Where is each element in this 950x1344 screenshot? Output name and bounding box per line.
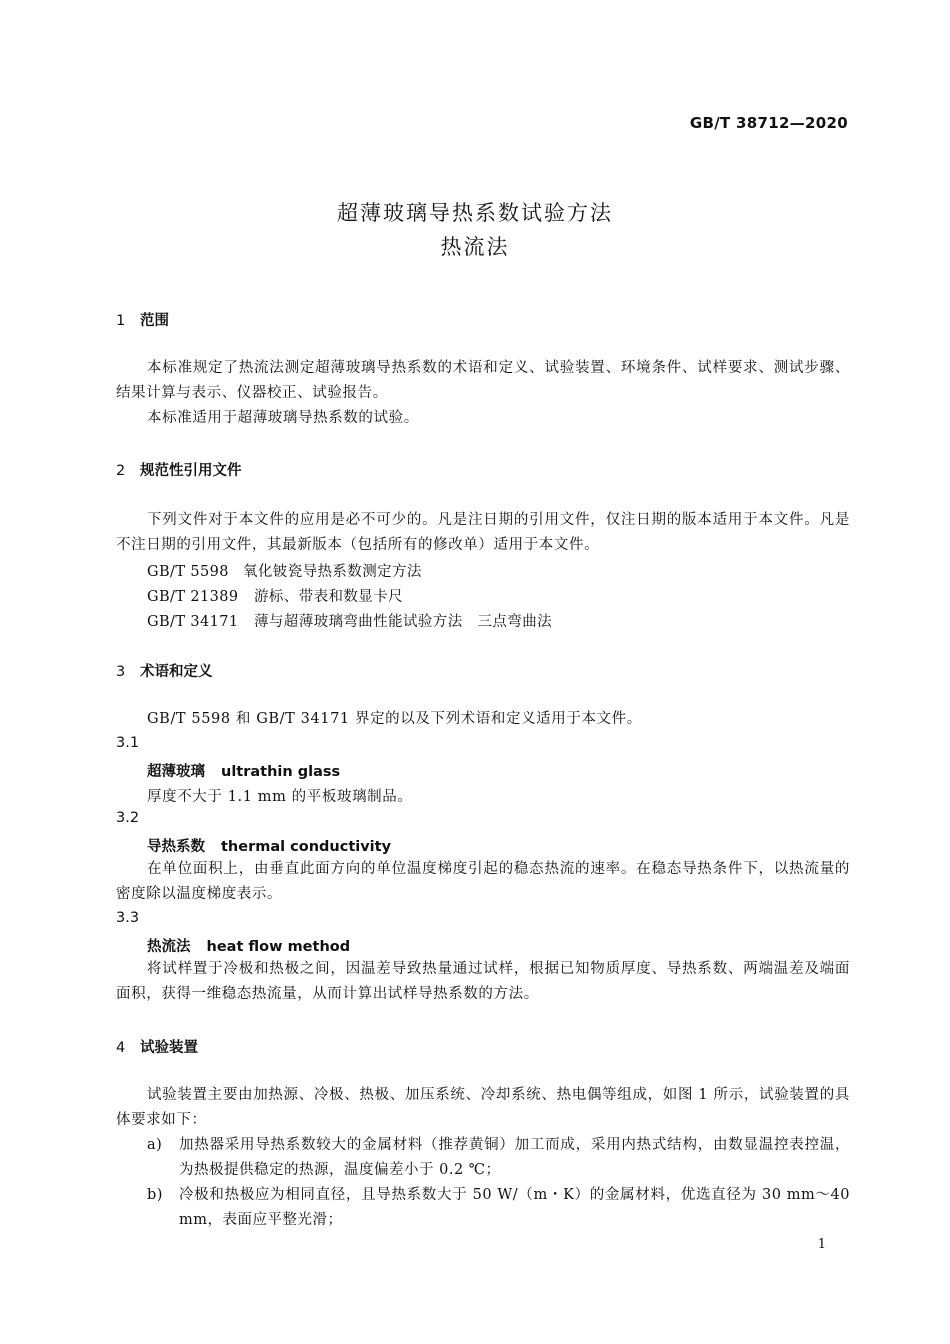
section-number: 3 — [116, 664, 126, 680]
reference-code: GB/T 21389 — [147, 589, 239, 605]
list-marker: a) — [147, 1137, 163, 1153]
reference-item — [147, 610, 552, 631]
reference-item — [147, 585, 403, 606]
term-definition: 将试样置于冷极和热极之间，因温差导致热量通过试样，根据已知物质厚度、导热系数、两端温差及端面面积，获得一维稳态热流量，从而计算出试样导热系数的方法。 — [116, 961, 850, 1002]
section-number: 2 — [116, 463, 126, 479]
term-heading — [147, 935, 350, 956]
term-en: ultrathin glass — [221, 764, 341, 780]
reference-code: GB/T 34171 — [147, 614, 239, 630]
document-title: 超薄玻璃导热系数试验方法 — [337, 201, 613, 225]
term-definition: 在单位面积上，由垂直此面方向的单位温度梯度引起的稳态热流的速率。在稳态导热条件下，以热流量的密度除以温度梯度表示。 — [116, 861, 850, 902]
paragraph: 下列文件对于本文件的应用是必不可少的。凡是注日期的引用文件，仅注日期的版本适用于本文件。凡是不注日期的引用文件，其最新版本（包括所有的修改单）适用于本文件。 — [116, 512, 850, 553]
list-item-text: 加热器采用导热系数较大的金属材料（推荐黄铜）加工而成，采用内热式结构，由数显温控表控温，为热极提供稳定的热源，温度偏差小于 0.2 ℃； — [179, 1137, 850, 1178]
term-number: 3.3 — [116, 910, 140, 926]
paragraph: 本标准规定了热流法测定超薄玻璃导热系数的术语和定义、试验装置、环境条件、试样要求、测试步骤、结果计算与表示、仪器校正、试验报告。 — [116, 360, 850, 401]
reference-title: 氧化铍瓷导热系数测定方法 — [243, 564, 422, 580]
section-title: 范围 — [140, 313, 169, 329]
page-number: 1 — [817, 1237, 826, 1252]
term-definition: 厚度不大于 1.1 mm 的平板玻璃制品。 — [147, 789, 413, 805]
section-title: 术语和定义 — [140, 664, 213, 680]
reference-title: 薄与超薄玻璃弯曲性能试验方法 三点弯曲法 — [254, 614, 552, 630]
section-title: 试验装置 — [140, 1040, 198, 1056]
document-subtitle: 热流法 — [440, 235, 510, 259]
section-number: 4 — [116, 1040, 126, 1056]
reference-title: 游标、带表和数显卡尺 — [254, 589, 403, 605]
term-heading — [147, 835, 391, 856]
term-en: heat flow method — [206, 939, 351, 955]
paragraph: 试验装置主要由加热源、冷极、热极、加压系统、冷却系统、热电偶等组成，如图 1 所示，试验装置的具体要求如下： — [116, 1087, 850, 1128]
list-marker: b) — [147, 1187, 163, 1203]
term-heading — [147, 760, 340, 781]
term-en: thermal conductivity — [221, 839, 392, 855]
section-heading-scope — [116, 309, 169, 330]
paragraph: GB/T 5598 和 GB/T 34171 界定的以及下列术语和定义适用于本文件。 — [147, 711, 642, 727]
section-heading-apparatus — [116, 1036, 198, 1057]
term-number: 3.1 — [116, 735, 140, 751]
paragraph: 本标准适用于超薄玻璃导热系数的试验。 — [147, 410, 419, 426]
section-heading-normative-references — [116, 459, 242, 480]
reference-code: GB/T 5598 — [147, 564, 229, 580]
section-number: 1 — [116, 313, 126, 329]
term-number: 3.2 — [116, 810, 140, 826]
term-cn: 超薄玻璃 — [147, 764, 205, 780]
list-item-text: 冷极和热极应为相同直径，且导热系数大于 50 W/（m・K）的金属材料，优选直径为 30 mm～40 mm，表面应平整光滑； — [179, 1187, 850, 1228]
list-item — [147, 1133, 850, 1183]
section-heading-terms — [116, 660, 213, 681]
reference-item — [147, 560, 422, 581]
list-item — [147, 1183, 850, 1233]
term-cn: 热流法 — [147, 939, 191, 955]
section-title: 规范性引用文件 — [140, 463, 242, 479]
standard-number: GB/T 38712—2020 — [689, 114, 848, 132]
term-cn: 导热系数 — [147, 839, 205, 855]
